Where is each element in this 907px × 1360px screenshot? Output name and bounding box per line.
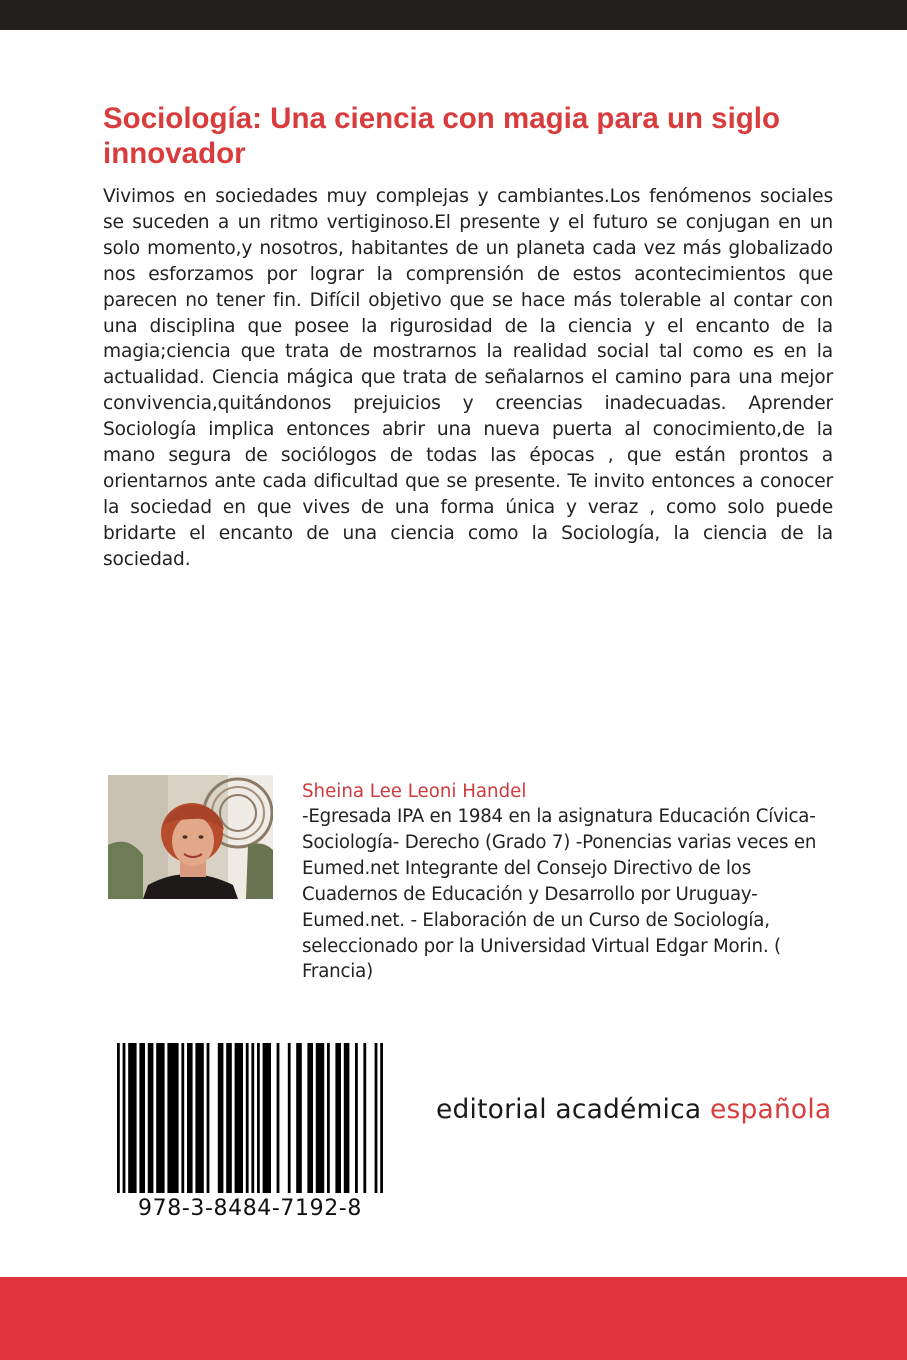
author-portrait-image <box>108 775 273 899</box>
barcode-bar <box>263 1043 271 1193</box>
barcode-bar <box>296 1043 302 1193</box>
author-name: Sheina Lee Leoni Handel <box>302 781 527 802</box>
barcode-bar <box>316 1043 324 1193</box>
barcode-bar <box>363 1043 366 1193</box>
author-bio: -Egresada IPA en 1984 en la asignatura Educación Cívica-Sociología- Derecho (Grado 7) -Ponencias varias veces en Eumed.net Integrante del Consejo Directivo de los Cuadernos de Educación y Desarrollo por Uruguay-Eumed.net. - Elaboración de un Curso de Sociología, seleccionado por la Universidad Virtual Edgar Morin. ( Francia) <box>302 806 817 983</box>
publisher-name-part1: editorial académica <box>436 1094 710 1125</box>
top-bar <box>0 0 907 30</box>
barcode-bar <box>257 1043 260 1193</box>
book-blurb: Vivimos en sociedades muy complejas y cambiantes.Los fenómenos sociales se suceden a un ritmo vertiginoso.El presente y el futuro se conjugan en un solo momento,y nosotros, habitantes de un planeta cada vez más globalizado nos esforzamos por lograr la comprensión de estos acontecimientos que parecen no tener fin. Difícil objetivo que se hace más tolerable al contar con una disciplina que posee la rigurosidad de la ciencia y el encanto de la magia;ciencia que trata de mostrarnos la realidad social tal como es en la actualidad. Ciencia mágica que trata de señalarnos el camino para una mejor convivencia,quitándonos prejuicios y creencias inadecuadas. Aprender Sociología implica entonces abrir una nueva puerta al conocimiento,de la mano segura de sociólogos de todas las épocas , que están prontos a orientarnos ante cada dificultad que se presente. Te invito entonces a conocer la sociedad en que vives de una forma única y veraz , como solo puede bridarte el encanto de una ciencia como la Sociología, la ciencia de la sociedad. <box>103 186 833 570</box>
barcode-bars <box>117 1043 383 1193</box>
barcode-bar <box>128 1043 136 1193</box>
barcode-bar <box>375 1043 378 1193</box>
book-title: Sociología: Una ciencia con magia para un siglo innovador <box>103 102 781 170</box>
barcode-bar <box>246 1043 249 1193</box>
barcode-bar <box>207 1043 210 1193</box>
barcode-bar <box>139 1043 145 1193</box>
barcode-bar <box>123 1043 126 1193</box>
barcode-bar <box>148 1043 154 1193</box>
barcode-bar <box>288 1043 291 1193</box>
barcode-bar <box>187 1043 193 1193</box>
barcode-bar <box>195 1043 203 1193</box>
barcode-bar <box>307 1043 313 1193</box>
barcode-bar <box>167 1043 178 1193</box>
bottom-bar <box>0 1277 907 1360</box>
barcode-bar <box>117 1043 120 1193</box>
barcode-bar <box>277 1043 280 1193</box>
barcode-bar <box>218 1043 224 1193</box>
barcode-bar <box>355 1043 358 1193</box>
barcode-bar <box>251 1043 254 1193</box>
barcode-bar <box>226 1043 232 1193</box>
barcode-bar <box>235 1043 243 1193</box>
barcode-bar <box>327 1043 330 1193</box>
author-photo <box>108 775 273 899</box>
barcode <box>117 1043 383 1193</box>
barcode-bar <box>380 1043 383 1193</box>
barcode-bar <box>181 1043 184 1193</box>
barcode-bar <box>335 1043 341 1193</box>
publisher-name-part2: española <box>709 1094 832 1125</box>
barcode-bar <box>344 1043 350 1193</box>
isbn-number: 978-3-8484-7192-8 <box>138 1196 362 1221</box>
publisher-logo <box>436 1094 831 1125</box>
barcode-bar <box>156 1043 164 1193</box>
